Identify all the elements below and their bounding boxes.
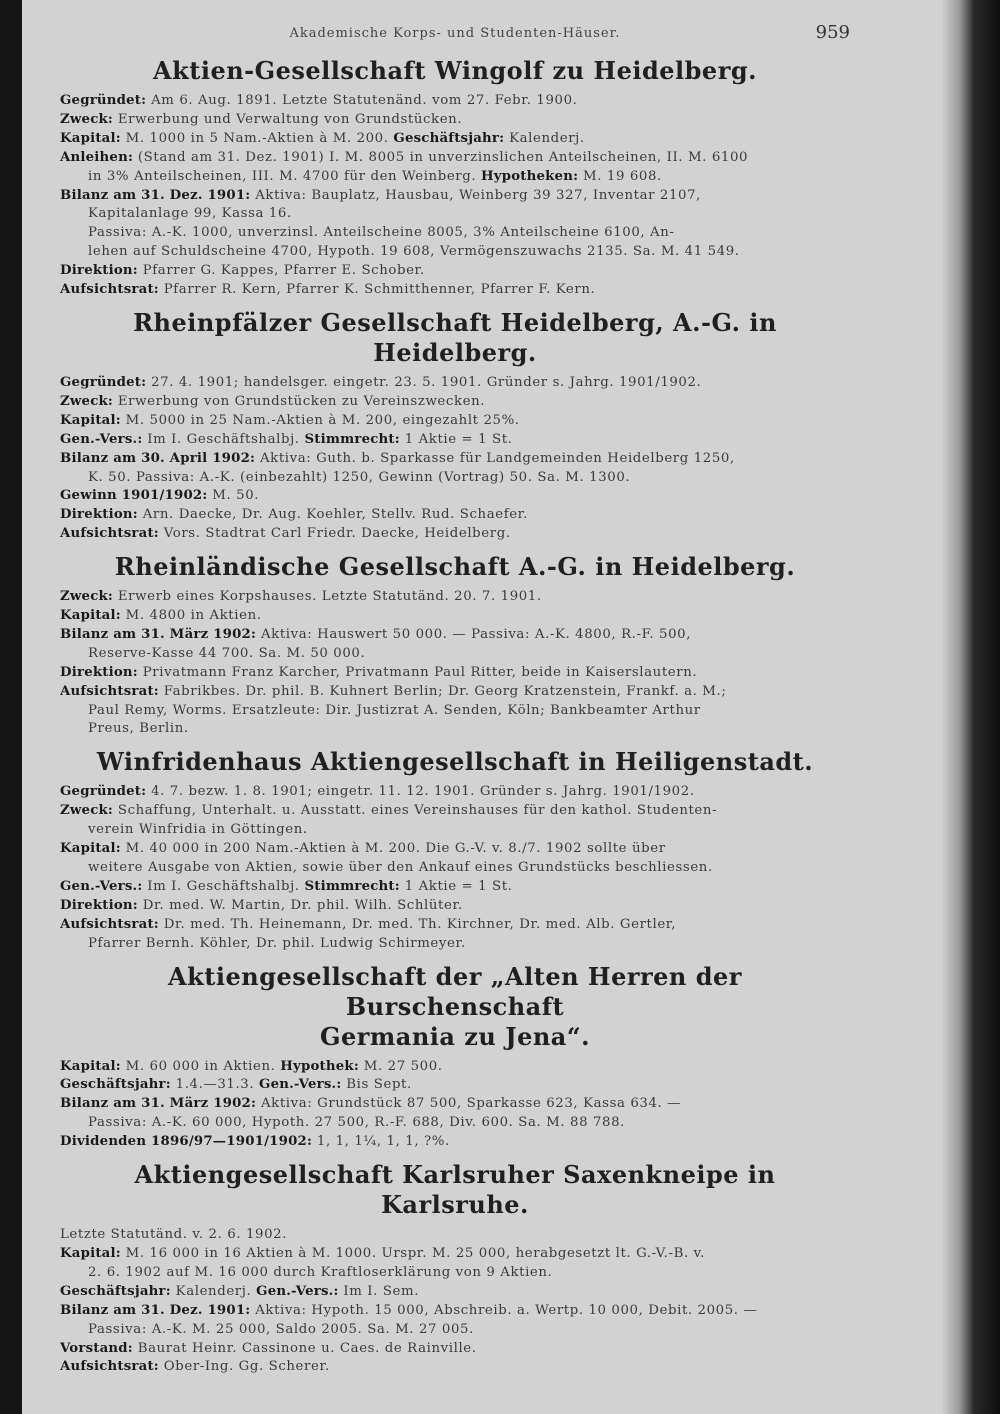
field-label: Dividenden 1896/97—1901/1902: (60, 1134, 313, 1150)
running-header-title: Akademische Korps- und Studenten-Häuser. (289, 26, 621, 41)
field-text: Erwerb eines Korpshauses. Letzte Statutänd. 20. 7. 1901. (117, 589, 542, 605)
field-label: Aufsichtsrat: (60, 282, 159, 298)
field-text: Pfarrer Bernh. Köhler, Dr. phil. Ludwig Schirmeyer. (88, 935, 466, 951)
entry-line (60, 916, 850, 935)
company-title-line: Winfridenhaus Aktiengesellschaft in Heiligenstadt. (96, 747, 814, 777)
field-text: Aktiva: Hauswert 50 000. — Passiva: A.-K. 4800, R.-F. 500, (260, 626, 692, 642)
field-label: Anleihen: (60, 149, 134, 165)
running-header (60, 20, 850, 50)
entries-list (60, 56, 850, 1377)
field-label: Stimmrecht: (304, 431, 400, 447)
field-text: Baurat Heinr. Cassinone u. Caes. de Rainville. (137, 1340, 477, 1356)
field-label: Gen.-Vers.: (256, 1283, 339, 1299)
entry-line (60, 1245, 850, 1264)
field-text: Kalenderj. (509, 130, 585, 146)
entry-line (60, 702, 850, 721)
field-label: Bilanz am 31. März 1902: (60, 1096, 257, 1112)
entry-line (60, 821, 850, 840)
field-text: Im I. Geschäftshalbj. (147, 431, 300, 447)
company-title-line: Rheinpfälzer Gesellschaft Heidelberg, A.-G. in Heidelberg. (133, 307, 777, 367)
field-text: 4. 7. bezw. 1. 8. 1901; eingetr. 11. 12. 1901. Gründer s. Jahrg. 1901/1902. (151, 784, 695, 800)
field-text: K. 50. Passiva: A.-K. (einbezahlt) 1250, Gewinn (Vortrag) 50. Sa. M. 1300. (88, 469, 631, 485)
field-label: Vorstand: (60, 1340, 133, 1356)
field-text: Passiva: A.-K. M. 25 000, Saldo 2005. Sa. M. 27 005. (88, 1321, 474, 1337)
company-entry (60, 56, 850, 300)
entry-line (60, 1283, 850, 1302)
field-label: Geschäftsjahr: (60, 1283, 171, 1299)
entry-line (60, 1076, 850, 1095)
field-label: Bilanz am 30. April 1902: (60, 450, 256, 466)
entry-line (60, 374, 850, 393)
company-title (60, 1160, 850, 1220)
company-title-line: Aktiengesellschaft der „Alten Herren der Burschenschaft (168, 961, 742, 1021)
entry-line (60, 897, 850, 916)
field-text: Ober-Ing. Gg. Scherer. (163, 1359, 330, 1375)
field-text: M. 60 000 in Aktien. (125, 1058, 276, 1074)
field-text: Passiva: A.-K. 60 000, Hypoth. 27 500, R.-F. 688, Div. 600. Sa. M. 88 788. (88, 1115, 625, 1131)
entry-line (60, 607, 850, 626)
field-text: Schaffung, Unterhalt. u. Ausstatt. eines Vereinshauses für den kathol. Studenten- (117, 803, 718, 819)
field-text: verein Winfridia in Göttingen. (88, 822, 308, 838)
field-label: Gegründet: (60, 93, 147, 108)
entry-line (60, 1058, 850, 1077)
field-label: Kapital: (60, 608, 121, 624)
entry-line (60, 450, 850, 469)
company-title (60, 962, 850, 1052)
field-label: Zweck: (60, 589, 114, 605)
company-entry (60, 1160, 850, 1377)
entry-line (60, 92, 850, 111)
field-label: Hypotheken: (481, 168, 579, 184)
field-label: Zweck: (60, 393, 114, 409)
field-text: Fabrikbes. Dr. phil. B. Kuhnert Berlin; Dr. Georg Kratzenstein, Frankf. a. M.; (163, 683, 727, 699)
document-page (60, 20, 850, 1385)
field-label: Gen.-Vers.: (60, 431, 143, 447)
entry-line (60, 840, 850, 859)
entry-line (60, 683, 850, 702)
company-title-line: Rheinländische Gesellschaft A.-G. in Heidelberg. (114, 552, 796, 582)
field-text: M. 19 608. (583, 168, 662, 184)
field-text: M. 5000 in 25 Nam.-Aktien à M. 200, eingezahlt 25%. (125, 412, 520, 428)
company-title (60, 56, 850, 86)
field-text: Reserve-Kasse 44 700. Sa. M. 50 000. (88, 645, 366, 661)
company-entry (60, 308, 850, 544)
field-text: Erwerbung von Grundstücken zu Vereinszwecken. (117, 393, 486, 409)
field-text: Aktiva: Guth. b. Sparkasse für Landgemeinden Heidelberg 1250, (259, 450, 735, 466)
field-text: M. 4800 in Aktien. (125, 608, 262, 624)
company-title (60, 552, 850, 582)
field-text: Paul Remy, Worms. Ersatzleute: Dir. Justizrat A. Senden, Köln; Bankbeamter Arthur (88, 702, 701, 718)
entry-line (60, 588, 850, 607)
field-text: Erwerbung und Verwaltung von Grundstücken. (117, 111, 463, 127)
field-label: Gewinn 1901/1902: (60, 488, 208, 504)
field-label: Direktion: (60, 897, 138, 913)
entry-line (60, 626, 850, 645)
entry-line (60, 281, 850, 300)
entry-line (60, 111, 850, 130)
field-label: Kapital: (60, 1058, 121, 1074)
entry-line (60, 935, 850, 954)
field-text: 1 Aktie = 1 St. (404, 878, 513, 894)
entry-line (60, 205, 850, 224)
entry-line (60, 1133, 850, 1152)
field-text: Arn. Daecke, Dr. Aug. Koehler, Stellv. Rud. Schaefer. (142, 507, 529, 523)
entry-line (60, 720, 850, 739)
entry-line (60, 1226, 850, 1245)
field-label: Kapital: (60, 130, 121, 146)
field-text: Bis Sept. (346, 1077, 412, 1093)
entry-line (60, 506, 850, 525)
entry-line (60, 130, 850, 149)
field-text: Pfarrer G. Kappes, Pfarrer E. Schober. (142, 263, 425, 279)
field-label: Stimmrecht: (304, 878, 400, 894)
entry-line (60, 525, 850, 544)
entry-line (60, 664, 850, 683)
field-label: Aufsichtsrat: (60, 1359, 159, 1375)
field-text: Vors. Stadtrat Carl Friedr. Daecke, Heidelberg. (163, 526, 511, 542)
field-text: 27. 4. 1901; handelsger. eingetr. 23. 5. 1901. Gründer s. Jahrg. 1901/1902. (151, 374, 702, 390)
field-text: Pfarrer R. Kern, Pfarrer K. Schmitthenner, Pfarrer F. Kern. (163, 282, 596, 298)
field-text: Kalenderj. (175, 1283, 252, 1299)
entry-line (60, 1114, 850, 1133)
entry-line (60, 783, 850, 802)
field-label: Gegründet: (60, 784, 147, 800)
entry-line (60, 149, 850, 168)
entry-line (60, 168, 850, 187)
scan-left-edge (0, 0, 22, 1414)
entry-line (60, 1358, 850, 1377)
field-text: lehen auf Schuldscheine 4700, Hypoth. 19 608, Vermögenszuwachs 2135. Sa. M. 41 549. (88, 244, 740, 260)
entry-line (60, 224, 850, 243)
field-text: Letzte Statutänd. v. 2. 6. 1902. (60, 1227, 288, 1243)
field-label: Bilanz am 31. März 1902: (60, 626, 257, 642)
field-label: Aufsichtsrat: (60, 526, 159, 542)
field-text: (Stand am 31. Dez. 1901) I. M. 8005 in unverzinslichen Anteilscheinen, II. M. 6100 (137, 149, 749, 165)
company-entry (60, 962, 850, 1153)
field-text: in 3% Anteilscheinen, III. M. 4700 für den Weinberg. (88, 168, 477, 184)
company-title-line: Germania zu Jena“. (319, 1021, 591, 1051)
field-text: 1 Aktie = 1 St. (404, 431, 513, 447)
entry-line (60, 859, 850, 878)
entry-line (60, 1302, 850, 1321)
field-text: M. 1000 in 5 Nam.-Aktien à M. 200. (125, 130, 389, 146)
field-label: Bilanz am 31. Dez. 1901: (60, 1302, 251, 1318)
field-text: M. 27 500. (363, 1058, 443, 1074)
entry-line (60, 393, 850, 412)
field-text: 1.4.—31.3. (175, 1077, 255, 1093)
field-label: Aufsichtsrat: (60, 916, 159, 932)
field-label: Zweck: (60, 803, 114, 819)
field-text: Aktiva: Grundstück 87 500, Sparkasse 623, Kassa 634. — (260, 1096, 682, 1112)
field-text: Dr. med. W. Martin, Dr. phil. Wilh. Schlüter. (142, 897, 463, 913)
company-title (60, 747, 850, 777)
entry-line (60, 469, 850, 488)
field-text: 2. 6. 1902 auf M. 16 000 durch Kraftloserklärung von 9 Aktien. (88, 1264, 553, 1280)
field-text: Kapitalanlage 99, Kassa 16. (88, 206, 292, 222)
field-text: 1, 1, 1¼, 1, 1, ?%. (316, 1134, 450, 1150)
field-label: Direktion: (60, 507, 138, 523)
field-text: Aktiva: Bauplatz, Hausbau, Weinberg 39 327, Inventar 2107, (255, 187, 701, 203)
entry-line (60, 1095, 850, 1114)
company-entry (60, 552, 850, 739)
page-number: 959 (815, 22, 850, 43)
field-text: Dr. med. Th. Heinemann, Dr. med. Th. Kirchner, Dr. med. Alb. Gertler, (163, 916, 677, 932)
entry-line (60, 431, 850, 450)
field-text: Am 6. Aug. 1891. Letzte Statutenänd. vom 27. Febr. 1900. (151, 93, 578, 108)
scan-right-edge (942, 0, 1000, 1414)
field-text: Im I. Geschäftshalbj. (147, 878, 300, 894)
entry-line (60, 1340, 850, 1359)
field-text: M. 50. (212, 488, 260, 504)
field-label: Direktion: (60, 263, 138, 279)
field-label: Kapital: (60, 1245, 121, 1261)
field-label: Geschäftsjahr: (60, 1077, 171, 1093)
entry-line (60, 645, 850, 664)
field-text: M. 40 000 in 200 Nam.-Aktien à M. 200. Die G.-V. v. 8./7. 1902 sollte über (125, 841, 666, 857)
entry-line (60, 243, 850, 262)
company-entry (60, 747, 850, 953)
company-title (60, 308, 850, 368)
entry-line (60, 878, 850, 897)
field-text: Aktiva: Hypoth. 15 000, Abschreib. a. Wertp. 10 000, Debit. 2005. — (255, 1302, 758, 1318)
field-label: Hypothek: (280, 1058, 359, 1074)
field-label: Aufsichtsrat: (60, 683, 159, 699)
entry-line (60, 1264, 850, 1283)
entry-line (60, 262, 850, 281)
field-label: Gen.-Vers.: (259, 1077, 342, 1093)
field-text: Preus, Berlin. (88, 721, 189, 737)
entry-line (60, 187, 850, 206)
field-label: Direktion: (60, 664, 138, 680)
entry-line (60, 412, 850, 431)
entry-line (60, 802, 850, 821)
field-text: Passiva: A.-K. 1000, unverzinsl. Anteilscheine 8005, 3% Anteilscheine 6100, An- (88, 225, 675, 241)
field-text: weitere Ausgabe von Aktien, sowie über den Ankauf eines Grundstücks beschliessen. (88, 860, 713, 875)
field-label: Gen.-Vers.: (60, 878, 143, 894)
company-title-line: Aktien-Gesellschaft Wingolf zu Heidelberg. (153, 56, 757, 85)
field-label: Gegründet: (60, 374, 147, 390)
field-label: Zweck: (60, 111, 114, 127)
field-label: Bilanz am 31. Dez. 1901: (60, 187, 251, 203)
entry-line (60, 1321, 850, 1340)
entry-line (60, 487, 850, 506)
field-label: Kapital: (60, 841, 121, 857)
field-text: Im I. Sem. (343, 1283, 420, 1299)
company-title-line: Aktiengesellschaft Karlsruher Saxenkneipe in Karlsruhe. (134, 1160, 776, 1220)
field-label: Kapital: (60, 412, 121, 428)
field-text: M. 16 000 in 16 Aktien à M. 1000. Urspr. M. 25 000, herabgesetzt lt. G.-V.-B. v. (125, 1245, 705, 1261)
field-text: Privatmann Franz Karcher, Privatmann Paul Ritter, beide in Kaiserslautern. (142, 664, 698, 680)
field-label: Geschäftsjahr: (393, 130, 505, 146)
